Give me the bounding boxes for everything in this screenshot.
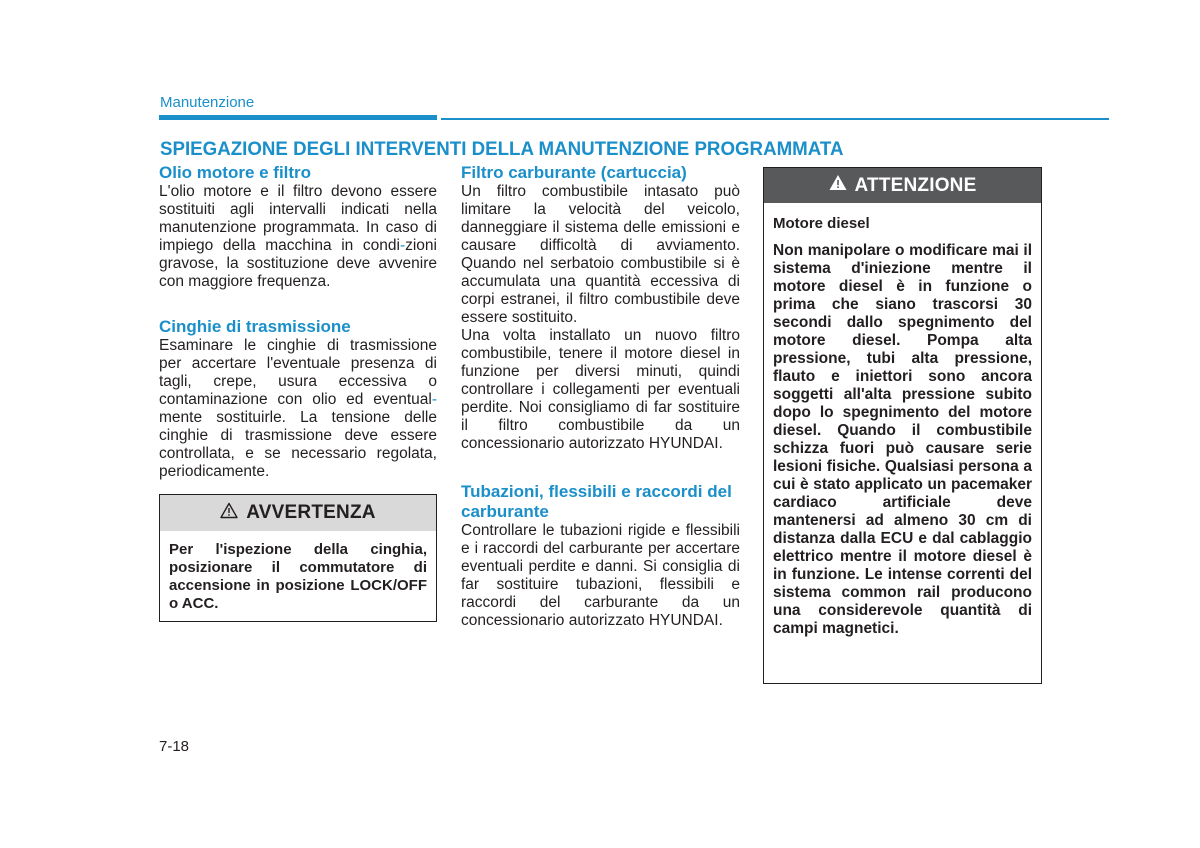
paragraph-fuel-lines: Controllare le tubazioni rigide e flessibili e i raccordi del carburante per accertare eventuali perdite e danni. Si consiglia di far sostituire tubazioni, flessibili e raccordi del carburante da un concessionario autorizzato HYUNDAI. <box>461 522 740 629</box>
paragraph-drive-belts <box>159 337 437 481</box>
warning-title: AVVERTENZA <box>246 502 376 523</box>
caution-title: ATTENZIONE <box>854 174 977 196</box>
warning-header <box>160 495 436 531</box>
column-middle <box>461 163 740 630</box>
belt-text-part-b: mente sostituirle. La tensione delle cinghie di trasmissione deve essere controllata, e se necessario regolata, periodicamente. <box>159 409 437 480</box>
caution-header <box>764 168 1041 203</box>
header-rule-thin <box>441 118 1109 120</box>
belt-hyphen: - <box>431 391 437 408</box>
page-title: SPIEGAZIONE DEGLI INTERVENTI DELLA MANUTENZIONE PROGRAMMATA <box>160 139 844 160</box>
caution-triangle-icon <box>829 174 847 197</box>
caution-body <box>764 203 1041 638</box>
belt-text-part-a: Esaminare le cinghie di trasmissione per accertare l'eventuale presenza di tagli, crepe, usura eccessiva o contaminazione con olio ed eventual <box>159 337 437 408</box>
paragraph-fuel-filter-1: Un filtro combustibile intasato può limitare la velocità del veicolo, danneggiare il sistema delle emissioni e causare difficoltà di avviamento. Quando nel serbatoio combustibile si è accumulata una quantità eccessiva di corpi estranei, il filtro combustibile deve essere sostituito. <box>461 183 740 326</box>
header-rule-thick <box>159 115 437 120</box>
heading-fuel-lines: Tubazioni, flessibili e raccordi del carburante <box>461 482 732 521</box>
heading-fuel-filter: Filtro carburante (cartuccia) <box>461 163 687 182</box>
column-left <box>159 163 437 622</box>
oil-text-part-a: L'olio motore e il filtro devono essere sostituiti agli intervalli indicati nella manutenzione programmata. In caso di impiego della macchina in condi <box>159 183 437 254</box>
heading-oil-filter: Olio motore e filtro <box>159 163 312 182</box>
paragraph-oil-filter <box>159 183 437 291</box>
caution-text: Non manipolare o modificare mai il sistema d'iniezione mentre il motore diesel è in funzione o prima che siano trascorsi 30 secondi dallo spegnimento del motore diesel. Pompa alta pressione, tubi alta pressione, flauto e iniettori sono ancora soggetti all'alta pressione subito dopo lo spegnimento del motore diesel. Quando il combustibile schizza fuori può causare serie lesioni fisiche. Qualsiasi persona a cui è stato applicato un pacemaker cardiaco artificiale deve mantenersi ad almeno 30 cm di distanza dalla ECU e dal cablaggio elettrico mentre il motore diesel è in funzione. Le intense correnti del sistema common rail producono una considerevole quantità di campi magnetici. <box>773 242 1032 637</box>
warning-box <box>159 494 437 622</box>
oil-hyphen: - <box>399 237 406 254</box>
warning-triangle-icon <box>220 502 238 525</box>
heading-drive-belts: Cinghie di trasmissione <box>159 317 351 336</box>
warning-text: Per l'ispezione della cinghia, posizionare il commutatore di accensione in posizione LOCK/OFF o ACC. <box>169 541 427 612</box>
caution-subtitle: Motore diesel <box>773 215 870 232</box>
oil-text-part-b: zioni gravose, la sostituzione deve avvenire con maggiore frequenza. <box>159 237 437 290</box>
caution-box <box>763 167 1042 684</box>
page-number: 7-18 <box>159 738 190 755</box>
paragraph-fuel-filter-2: Una volta installato un nuovo filtro combustibile, tenere il motore diesel in funzione per diversi minuti, quindi controllare i collegamenti per eventuali perdite. Noi consigliamo di far sostituire il filtro combustibile da un concessionario autorizzato HYUNDAI. <box>461 327 740 452</box>
section-label: Manutenzione <box>160 94 255 111</box>
